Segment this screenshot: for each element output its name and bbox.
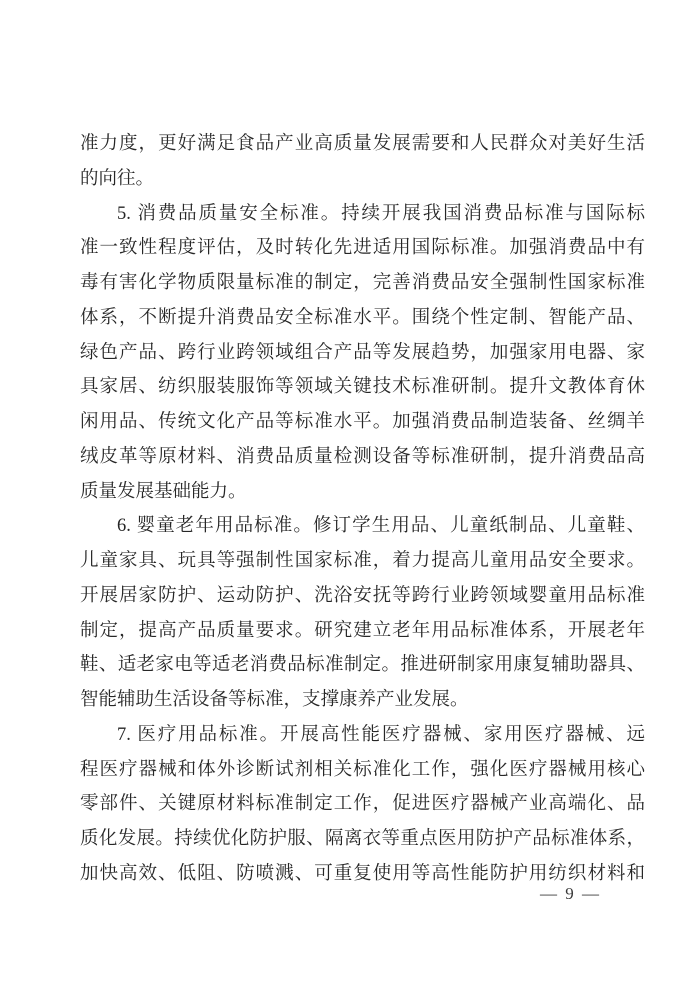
paragraph [80, 197, 645, 510]
paragraph [80, 127, 645, 197]
text-line: 零部件、关键原材料标准制定工作，促进医疗器械产业高端化、品 [80, 794, 645, 815]
text-line: 程医疗器械和体外诊断试剂相关标准化工作，强化医疗器械用核心 [80, 759, 645, 780]
paragraph [80, 718, 645, 892]
document-text [80, 127, 645, 892]
paragraph [80, 509, 645, 718]
text-line: 具家居、纺织服装服饰等领域关键技术标准研制。提升文教体育休 [80, 377, 645, 398]
text-line: 儿童家具、玩具等强制性国家标准，着力提高儿童用品安全要求。 [80, 551, 645, 571]
text-line: 绿色产品、跨行业跨领域组合产品等发展趋势，加强家用电器、家 [80, 342, 645, 363]
text-line: 6. 婴童老年用品标准。修订学生用品、儿童纸制品、儿童鞋、 [117, 516, 645, 537]
text-line: 加快高效、低阻、防喷溅、可重复使用等高性能防护用纺织材料和 [80, 863, 645, 884]
page-number: — 9 — [540, 884, 601, 903]
text-line: 7. 医疗用品标准。开展高性能医疗器械、家用医疗器械、远 [117, 724, 645, 745]
text-line: 质量发展基础能力。 [80, 481, 247, 502]
text-line: 智能辅助生活设备等标准，支撑康养产业发展。 [80, 690, 469, 710]
text-line: 绒皮革等原材料、消费品质量检测设备等标准研制，提升消费品高 [80, 446, 645, 467]
text-line: 质化发展。持续优化防护服、隔离衣等重点医用防护产品标准体系， [80, 829, 645, 849]
text-line: 鞋、适老家电等适老消费品标准制定。推进研制家用康复辅助器具、 [80, 655, 645, 676]
text-line: 制定，提高产品质量要求。研究建立老年用品标准体系，开展老年 [80, 620, 645, 641]
text-line: 准力度，更好满足食品产业高质量发展需要和人民群众对美好生活 [80, 134, 645, 154]
text-line: 毒有害化学物质限量标准的制定，完善消费品安全强制性国家标准 [80, 273, 645, 293]
text-line: 的向往。 [80, 168, 155, 189]
text-line: 5. 消费品质量安全标准。持续开展我国消费品标准与国际标 [117, 203, 645, 224]
text-line: 闲用品、传统文化产品等标准水平。加强消费品制造装备、丝绸羊 [80, 412, 645, 432]
text-line: 准一致性程度评估，及时转化先进适用国际标准。加强消费品中有 [80, 238, 645, 259]
text-line: 体系，不断提升消费品安全标准水平。围绕个性定制、智能产品、 [80, 307, 645, 328]
text-line: 开展居家防护、运动防护、洗浴安抚等跨行业跨领域婴童用品标准 [80, 585, 645, 606]
